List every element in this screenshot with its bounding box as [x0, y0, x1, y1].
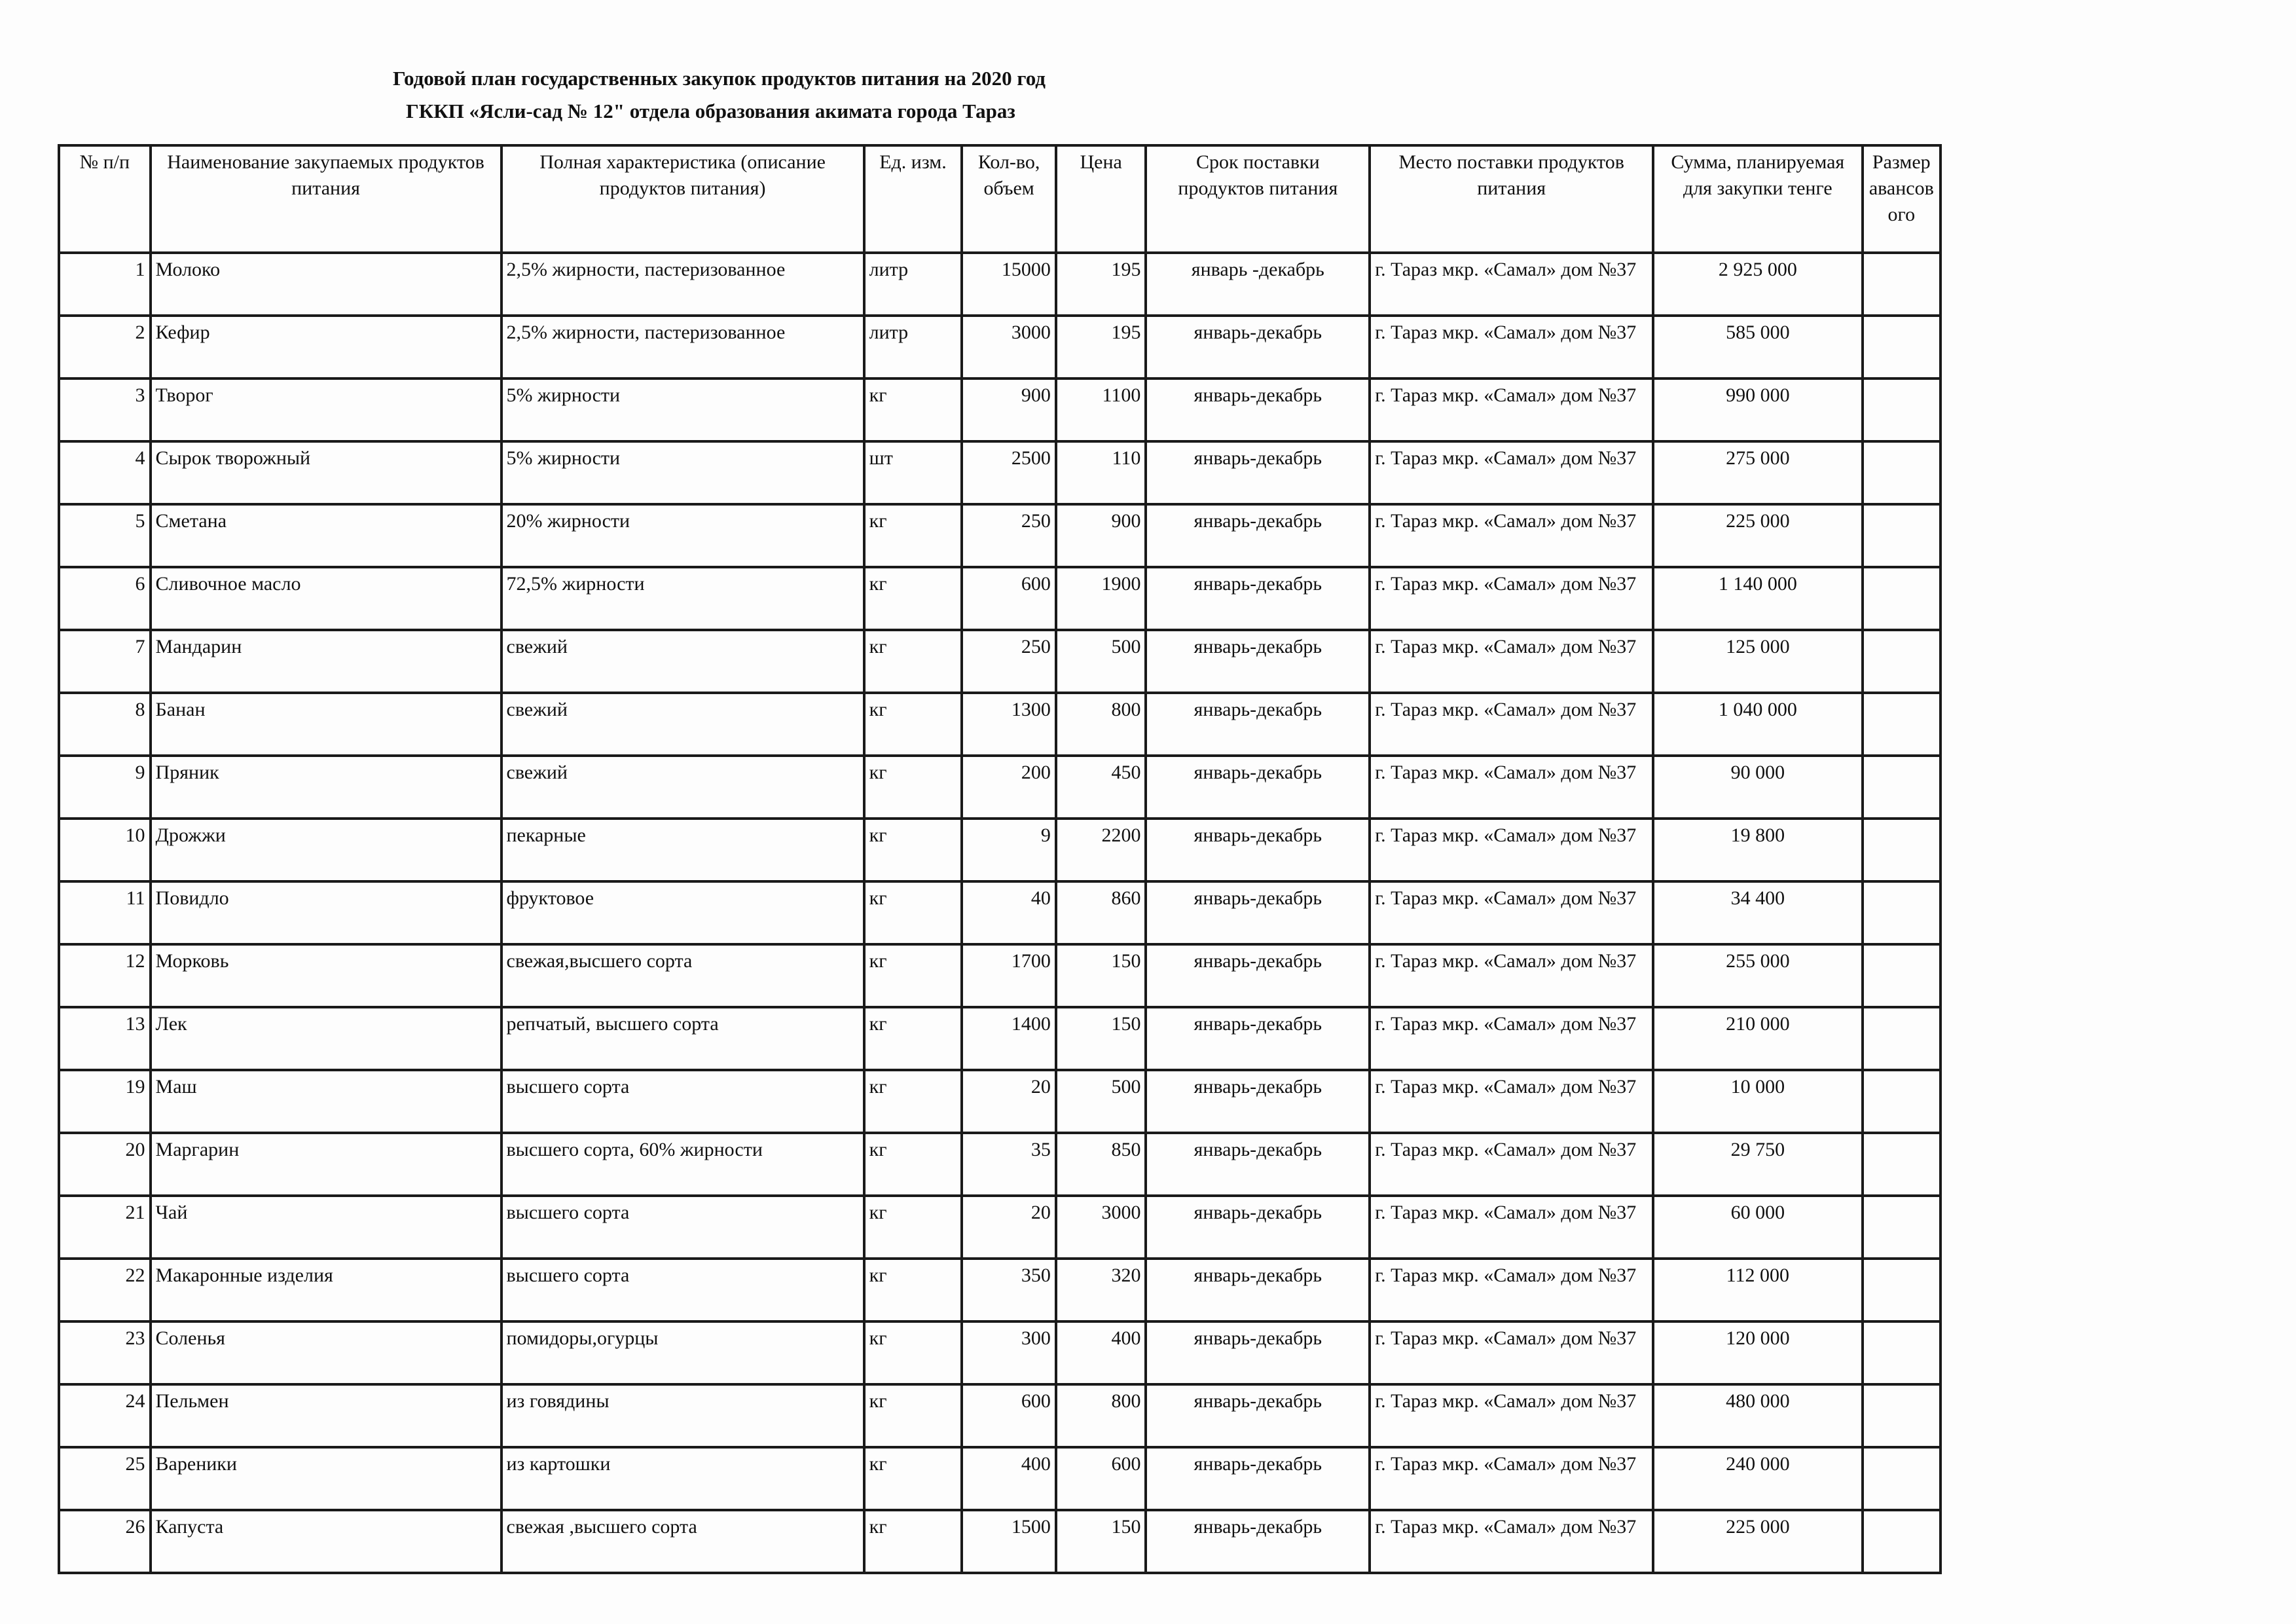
cell-product-name: Банан [151, 693, 501, 756]
cell-delivery-place: г. Тараз мкр. «Самал» дом №37 [1370, 1007, 1653, 1070]
cell-advance [1863, 756, 1941, 819]
cell-product-name: Вареники [151, 1447, 501, 1510]
table-row [59, 504, 1941, 567]
cell-number: 11 [59, 881, 151, 944]
cell-planned-sum: 2 925 000 [1653, 253, 1863, 316]
cell-unit: кг [864, 944, 962, 1007]
cell-product-name: Пельмен [151, 1384, 501, 1447]
cell-planned-sum: 990 000 [1653, 378, 1863, 441]
cell-delivery-term: январь-декабрь [1146, 1196, 1370, 1259]
cell-planned-sum: 225 000 [1653, 1510, 1863, 1573]
cell-description: свежий [501, 630, 864, 693]
table-row [59, 1321, 1941, 1384]
cell-delivery-place: г. Тараз мкр. «Самал» дом №37 [1370, 756, 1653, 819]
cell-price: 1900 [1056, 567, 1146, 630]
cell-delivery-term: январь-декабрь [1146, 1321, 1370, 1384]
cell-advance [1863, 1510, 1941, 1573]
cell-advance [1863, 316, 1941, 378]
cell-number: 4 [59, 441, 151, 504]
cell-planned-sum: 125 000 [1653, 630, 1863, 693]
cell-delivery-place: г. Тараз мкр. «Самал» дом №37 [1370, 944, 1653, 1007]
table-row [59, 441, 1941, 504]
cell-quantity: 35 [962, 1133, 1056, 1196]
cell-number: 24 [59, 1384, 151, 1447]
cell-product-name: Маргарин [151, 1133, 501, 1196]
cell-product-name: Мандарин [151, 630, 501, 693]
cell-delivery-place: г. Тараз мкр. «Самал» дом №37 [1370, 253, 1653, 316]
cell-delivery-term: январь-декабрь [1146, 693, 1370, 756]
cell-number: 26 [59, 1510, 151, 1573]
cell-price: 500 [1056, 630, 1146, 693]
cell-delivery-term: январь-декабрь [1146, 567, 1370, 630]
cell-price: 500 [1056, 1070, 1146, 1133]
cell-unit: литр [864, 253, 962, 316]
table-row [59, 1510, 1941, 1573]
cell-description: высшего сорта [501, 1070, 864, 1133]
cell-number: 1 [59, 253, 151, 316]
cell-price: 800 [1056, 1384, 1146, 1447]
cell-delivery-term: январь-декабрь [1146, 881, 1370, 944]
table-row [59, 253, 1941, 316]
cell-price: 150 [1056, 1510, 1146, 1573]
cell-product-name: Пряник [151, 756, 501, 819]
table-row [59, 1196, 1941, 1259]
cell-delivery-term: январь-декабрь [1146, 1007, 1370, 1070]
cell-unit: кг [864, 504, 962, 567]
cell-unit: кг [864, 1321, 962, 1384]
cell-quantity: 250 [962, 504, 1056, 567]
cell-number: 19 [59, 1070, 151, 1133]
cell-delivery-place: г. Тараз мкр. «Самал» дом №37 [1370, 1321, 1653, 1384]
table-row [59, 819, 1941, 881]
cell-quantity: 600 [962, 1384, 1056, 1447]
cell-delivery-place: г. Тараз мкр. «Самал» дом №37 [1370, 1510, 1653, 1573]
cell-quantity: 1400 [962, 1007, 1056, 1070]
cell-advance [1863, 1384, 1941, 1447]
cell-number: 25 [59, 1447, 151, 1510]
cell-description: свежий [501, 693, 864, 756]
cell-planned-sum: 10 000 [1653, 1070, 1863, 1133]
cell-planned-sum: 90 000 [1653, 756, 1863, 819]
cell-number: 2 [59, 316, 151, 378]
cell-planned-sum: 60 000 [1653, 1196, 1863, 1259]
cell-delivery-term: январь-декабрь [1146, 1259, 1370, 1321]
cell-unit: кг [864, 1133, 962, 1196]
cell-advance [1863, 504, 1941, 567]
column-header-quantity: Кол-во, объем [962, 145, 1056, 253]
cell-product-name: Творог [151, 378, 501, 441]
cell-number: 10 [59, 819, 151, 881]
cell-quantity: 9 [962, 819, 1056, 881]
cell-advance [1863, 819, 1941, 881]
cell-advance [1863, 567, 1941, 630]
cell-delivery-term: январь-декабрь [1146, 378, 1370, 441]
column-header-advance: Размер авансов ого [1863, 145, 1941, 253]
cell-planned-sum: 19 800 [1653, 819, 1863, 881]
cell-number: 3 [59, 378, 151, 441]
column-header-delivery-place: Место поставки продуктов питания [1370, 145, 1653, 253]
column-header-planned-sum: Сумма, планируемая для закупки тенге [1653, 145, 1863, 253]
cell-planned-sum: 29 750 [1653, 1133, 1863, 1196]
table-row [59, 756, 1941, 819]
cell-delivery-place: г. Тараз мкр. «Самал» дом №37 [1370, 1196, 1653, 1259]
cell-delivery-term: январь-декабрь [1146, 1447, 1370, 1510]
cell-price: 195 [1056, 253, 1146, 316]
table-header-row [59, 145, 1941, 253]
cell-delivery-place: г. Тараз мкр. «Самал» дом №37 [1370, 1133, 1653, 1196]
cell-quantity: 350 [962, 1259, 1056, 1321]
cell-description: пекарные [501, 819, 864, 881]
cell-description: высшего сорта [501, 1196, 864, 1259]
cell-number: 13 [59, 1007, 151, 1070]
cell-delivery-place: г. Тараз мкр. «Самал» дом №37 [1370, 1070, 1653, 1133]
column-header-product-name: Наименование закупаемых продуктов питания [151, 145, 501, 253]
cell-advance [1863, 1321, 1941, 1384]
cell-description: свежая ,высшего сорта [501, 1510, 864, 1573]
cell-delivery-term: январь-декабрь [1146, 1384, 1370, 1447]
cell-advance [1863, 1447, 1941, 1510]
cell-advance [1863, 1133, 1941, 1196]
cell-unit: кг [864, 881, 962, 944]
cell-advance [1863, 693, 1941, 756]
cell-delivery-place: г. Тараз мкр. «Самал» дом №37 [1370, 693, 1653, 756]
cell-product-name: Маш [151, 1070, 501, 1133]
cell-delivery-place: г. Тараз мкр. «Самал» дом №37 [1370, 1384, 1653, 1447]
cell-unit: кг [864, 819, 962, 881]
document-subtitle: ГККП «Ясли-сад № 12" отдела образования акимата города Тараз [406, 100, 1015, 122]
cell-number: 12 [59, 944, 151, 1007]
cell-price: 1100 [1056, 378, 1146, 441]
procurement-plan-table [58, 144, 1942, 1574]
table-row [59, 693, 1941, 756]
cell-advance [1863, 1259, 1941, 1321]
cell-advance [1863, 378, 1941, 441]
cell-description: фруктовое [501, 881, 864, 944]
document-title: Годовой план государственных закупок продуктов питания на 2020 год [393, 67, 1046, 90]
cell-quantity: 20 [962, 1070, 1056, 1133]
cell-description: свежий [501, 756, 864, 819]
cell-product-name: Лек [151, 1007, 501, 1070]
cell-number: 9 [59, 756, 151, 819]
cell-delivery-place: г. Тараз мкр. «Самал» дом №37 [1370, 1447, 1653, 1510]
cell-planned-sum: 1 140 000 [1653, 567, 1863, 630]
cell-unit: кг [864, 630, 962, 693]
cell-description: 2,5% жирности, пастеризованное [501, 253, 864, 316]
column-header-description: Полная характеристика (описание продуктов питания) [501, 145, 864, 253]
cell-product-name: Капуста [151, 1510, 501, 1573]
cell-unit: кг [864, 693, 962, 756]
cell-delivery-term: январь-декабрь [1146, 504, 1370, 567]
cell-price: 600 [1056, 1447, 1146, 1510]
cell-description: 72,5% жирности [501, 567, 864, 630]
cell-product-name: Сметана [151, 504, 501, 567]
cell-product-name: Молоко [151, 253, 501, 316]
table-row [59, 1133, 1941, 1196]
cell-product-name: Сырок творожный [151, 441, 501, 504]
cell-product-name: Морковь [151, 944, 501, 1007]
cell-planned-sum: 240 000 [1653, 1447, 1863, 1510]
cell-quantity: 20 [962, 1196, 1056, 1259]
cell-quantity: 1500 [962, 1510, 1056, 1573]
cell-delivery-place: г. Тараз мкр. «Самал» дом №37 [1370, 881, 1653, 944]
cell-product-name: Кефир [151, 316, 501, 378]
cell-number: 20 [59, 1133, 151, 1196]
cell-delivery-term: январь-декабрь [1146, 1510, 1370, 1573]
cell-price: 860 [1056, 881, 1146, 944]
cell-unit: кг [864, 567, 962, 630]
cell-delivery-term: январь-декабрь [1146, 819, 1370, 881]
cell-description: 5% жирности [501, 441, 864, 504]
cell-number: 7 [59, 630, 151, 693]
cell-price: 2200 [1056, 819, 1146, 881]
table-row [59, 1259, 1941, 1321]
cell-description: из говядины [501, 1384, 864, 1447]
cell-advance [1863, 881, 1941, 944]
cell-delivery-term: январь-декабрь [1146, 316, 1370, 378]
cell-delivery-place: г. Тараз мкр. «Самал» дом №37 [1370, 504, 1653, 567]
cell-description: 20% жирности [501, 504, 864, 567]
cell-unit: кг [864, 1384, 962, 1447]
cell-delivery-term: январь-декабрь [1146, 441, 1370, 504]
cell-advance [1863, 1070, 1941, 1133]
cell-quantity: 600 [962, 567, 1056, 630]
table-row [59, 567, 1941, 630]
cell-unit: шт [864, 441, 962, 504]
cell-price: 150 [1056, 944, 1146, 1007]
column-header-price: Цена [1056, 145, 1146, 253]
cell-planned-sum: 34 400 [1653, 881, 1863, 944]
cell-planned-sum: 210 000 [1653, 1007, 1863, 1070]
cell-unit: кг [864, 756, 962, 819]
cell-planned-sum: 275 000 [1653, 441, 1863, 504]
cell-number: 6 [59, 567, 151, 630]
cell-product-name: Дрожжи [151, 819, 501, 881]
cell-planned-sum: 112 000 [1653, 1259, 1863, 1321]
cell-product-name: Сливочное масло [151, 567, 501, 630]
cell-unit: кг [864, 1007, 962, 1070]
cell-unit: кг [864, 1259, 962, 1321]
cell-planned-sum: 120 000 [1653, 1321, 1863, 1384]
cell-number: 5 [59, 504, 151, 567]
cell-delivery-term: январь-декабрь [1146, 1133, 1370, 1196]
cell-quantity: 1700 [962, 944, 1056, 1007]
cell-delivery-place: г. Тараз мкр. «Самал» дом №37 [1370, 441, 1653, 504]
cell-advance [1863, 1196, 1941, 1259]
cell-advance [1863, 253, 1941, 316]
cell-delivery-place: г. Тараз мкр. «Самал» дом №37 [1370, 819, 1653, 881]
cell-unit: кг [864, 378, 962, 441]
cell-delivery-term: январь-декабрь [1146, 944, 1370, 1007]
table-row [59, 630, 1941, 693]
cell-description: высшего сорта [501, 1259, 864, 1321]
cell-delivery-term: январь-декабрь [1146, 756, 1370, 819]
table-row [59, 881, 1941, 944]
cell-delivery-place: г. Тараз мкр. «Самал» дом №37 [1370, 567, 1653, 630]
cell-description: высшего сорта, 60% жирности [501, 1133, 864, 1196]
cell-price: 400 [1056, 1321, 1146, 1384]
cell-description: 5% жирности [501, 378, 864, 441]
cell-product-name: Соленья [151, 1321, 501, 1384]
cell-unit: кг [864, 1447, 962, 1510]
cell-price: 900 [1056, 504, 1146, 567]
cell-price: 150 [1056, 1007, 1146, 1070]
cell-delivery-place: г. Тараз мкр. «Самал» дом №37 [1370, 630, 1653, 693]
cell-quantity: 15000 [962, 253, 1056, 316]
table-row [59, 1070, 1941, 1133]
cell-planned-sum: 480 000 [1653, 1384, 1863, 1447]
cell-quantity: 200 [962, 756, 1056, 819]
cell-delivery-term: январь-декабрь [1146, 1070, 1370, 1133]
cell-planned-sum: 585 000 [1653, 316, 1863, 378]
cell-price: 800 [1056, 693, 1146, 756]
cell-product-name: Повидло [151, 881, 501, 944]
cell-price: 450 [1056, 756, 1146, 819]
table-row [59, 944, 1941, 1007]
cell-delivery-place: г. Тараз мкр. «Самал» дом №37 [1370, 378, 1653, 441]
cell-unit: кг [864, 1070, 962, 1133]
cell-unit: кг [864, 1196, 962, 1259]
cell-product-name: Чай [151, 1196, 501, 1259]
cell-price: 195 [1056, 316, 1146, 378]
cell-quantity: 300 [962, 1321, 1056, 1384]
cell-number: 22 [59, 1259, 151, 1321]
cell-planned-sum: 1 040 000 [1653, 693, 1863, 756]
cell-quantity: 40 [962, 881, 1056, 944]
cell-delivery-place: г. Тараз мкр. «Самал» дом №37 [1370, 1259, 1653, 1321]
cell-quantity: 1300 [962, 693, 1056, 756]
cell-delivery-place: г. Тараз мкр. «Самал» дом №37 [1370, 316, 1653, 378]
cell-description: помидоры,огурцы [501, 1321, 864, 1384]
cell-quantity: 900 [962, 378, 1056, 441]
cell-description: репчатый, высшего сорта [501, 1007, 864, 1070]
cell-advance [1863, 1007, 1941, 1070]
cell-advance [1863, 944, 1941, 1007]
cell-advance [1863, 630, 1941, 693]
cell-unit: кг [864, 1510, 962, 1573]
cell-planned-sum: 255 000 [1653, 944, 1863, 1007]
cell-price: 850 [1056, 1133, 1146, 1196]
cell-number: 8 [59, 693, 151, 756]
table-body [59, 253, 1941, 1573]
cell-advance [1863, 441, 1941, 504]
cell-quantity: 400 [962, 1447, 1056, 1510]
cell-unit: литр [864, 316, 962, 378]
cell-description: 2,5% жирности, пастеризованное [501, 316, 864, 378]
table-row [59, 1447, 1941, 1510]
cell-description: из картошки [501, 1447, 864, 1510]
cell-description: свежая,высшего сорта [501, 944, 864, 1007]
cell-delivery-term: январь-декабрь [1146, 630, 1370, 693]
column-header-unit: Ед. изм. [864, 145, 962, 253]
cell-quantity: 3000 [962, 316, 1056, 378]
cell-delivery-term: январь -декабрь [1146, 253, 1370, 316]
table-row [59, 316, 1941, 378]
cell-price: 320 [1056, 1259, 1146, 1321]
cell-number: 23 [59, 1321, 151, 1384]
cell-product-name: Макаронные изделия [151, 1259, 501, 1321]
cell-quantity: 250 [962, 630, 1056, 693]
column-header-number: № п/п [59, 145, 151, 253]
column-header-delivery-term: Срок поставки продуктов питания [1146, 145, 1370, 253]
table-row [59, 1007, 1941, 1070]
table-row [59, 378, 1941, 441]
cell-price: 3000 [1056, 1196, 1146, 1259]
cell-price: 110 [1056, 441, 1146, 504]
cell-number: 21 [59, 1196, 151, 1259]
cell-planned-sum: 225 000 [1653, 504, 1863, 567]
table-row [59, 1384, 1941, 1447]
cell-quantity: 2500 [962, 441, 1056, 504]
